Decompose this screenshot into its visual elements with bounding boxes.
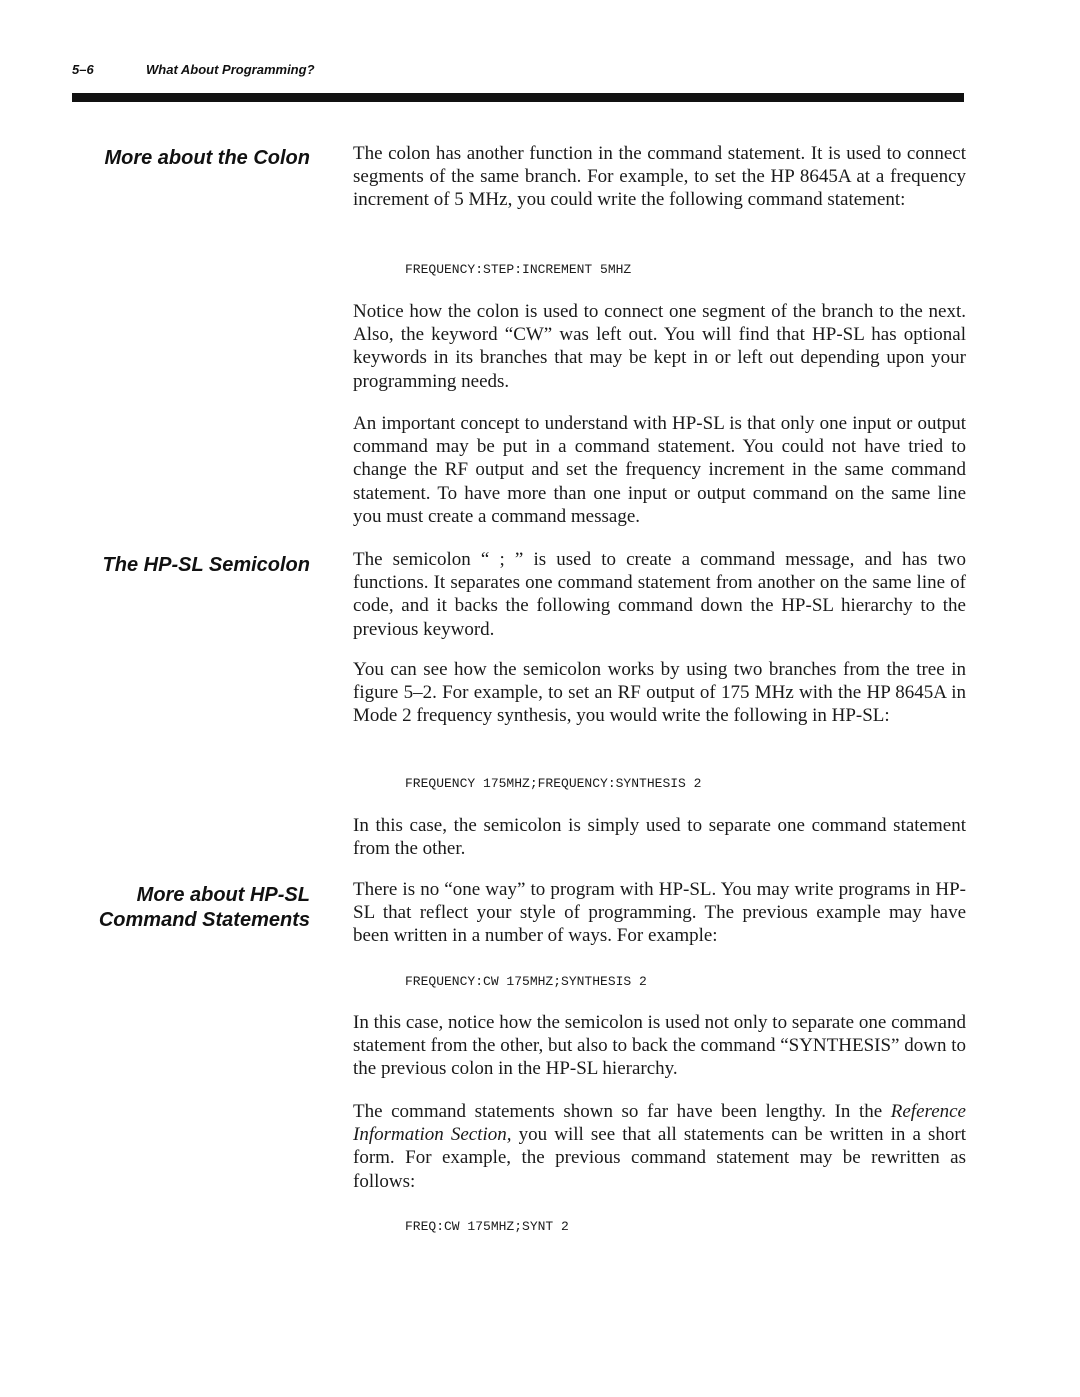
chapter-title: What About Programming? <box>146 62 315 77</box>
section-heading-semicolon: The HP-SL Semicolon <box>102 554 310 576</box>
semicolon-paragraph-2: You can see how the semicolon works by using two branches from the tree in figure 5–2. For example, to set an RF output of 175 MHz with the HP 8645A in Mode 2 frequency synthesis, you would write the following in HP-SL: <box>353 659 966 727</box>
header-rule <box>72 93 964 102</box>
section-heading-colon: More about the Colon <box>104 147 310 169</box>
statements-paragraph-3-start: The command statements shown so far have been lengthy. In the <box>353 1101 891 1122</box>
colon-paragraph-1: The colon has another function in the command statement. It is used to connect segments of the same branch. For example, to set the HP 8645A at a frequency increment of 5 MHz, you could write the following command statement: <box>353 143 966 211</box>
section-heading-statements <box>99 883 310 933</box>
statements-code-example-2: FREQ:CW 175MHZ;SYNT 2 <box>405 1219 569 1234</box>
statements-heading-line-1: More about HP-SL <box>136 884 310 906</box>
statements-paragraph-2: In this case, notice how the semicolon is used not only to separate one command statement from the other, but also to back the command “SYNTHESIS” down to the previous colon in the HP-SL hierarchy. <box>353 1012 966 1080</box>
semicolon-paragraph-1: The semicolon “ ; ” is used to create a command message, and has two functions. It separates one command statement from another on the same line of code, and it backs the following command down the HP-SL hierarchy to the previous keyword. <box>353 549 966 640</box>
colon-code-example: FREQUENCY:STEP:INCREMENT 5MHZ <box>405 262 632 277</box>
statements-paragraph-3 <box>353 1100 966 1193</box>
colon-paragraph-3: An important concept to understand with HP-SL is that only one input or output command may be put in a command statement. You could not have tried to change the RF output and set the frequency increment in the same command statement. To have more than one input or output command on the same line you must create a command message. <box>353 413 966 527</box>
reference-section-title: Reference Information Section, <box>353 1101 966 1146</box>
semicolon-paragraph-3: In this case, the semicolon is simply used to separate one command statement from the other. <box>353 815 966 860</box>
page-number: 5–6 <box>72 62 94 77</box>
statements-paragraph-1: There is no “one way” to program with HP-SL. You may write programs in HP-SL that reflect your style of programming. The previous example may have been written in a number of ways. For example: <box>353 879 966 947</box>
statements-paragraph-3-end: you will see that all statements can be written in a short form. For example, the previous command statement may be rewritten as follows: <box>353 1124 966 1192</box>
statements-heading-line-2: Command Statements <box>98 909 310 931</box>
page-header <box>72 62 315 77</box>
semicolon-code-example: FREQUENCY 175MHZ;FREQUENCY:SYNTHESIS 2 <box>405 776 702 791</box>
statements-code-example-1: FREQUENCY:CW 175MHZ;SYNTHESIS 2 <box>405 974 647 989</box>
colon-paragraph-2: Notice how the colon is used to connect one segment of the branch to the next. Also, the keyword “CW” was left out. You will find that HP-SL has optional keywords in its branches that may be kept in or left out depending upon your programming needs. <box>353 301 966 392</box>
